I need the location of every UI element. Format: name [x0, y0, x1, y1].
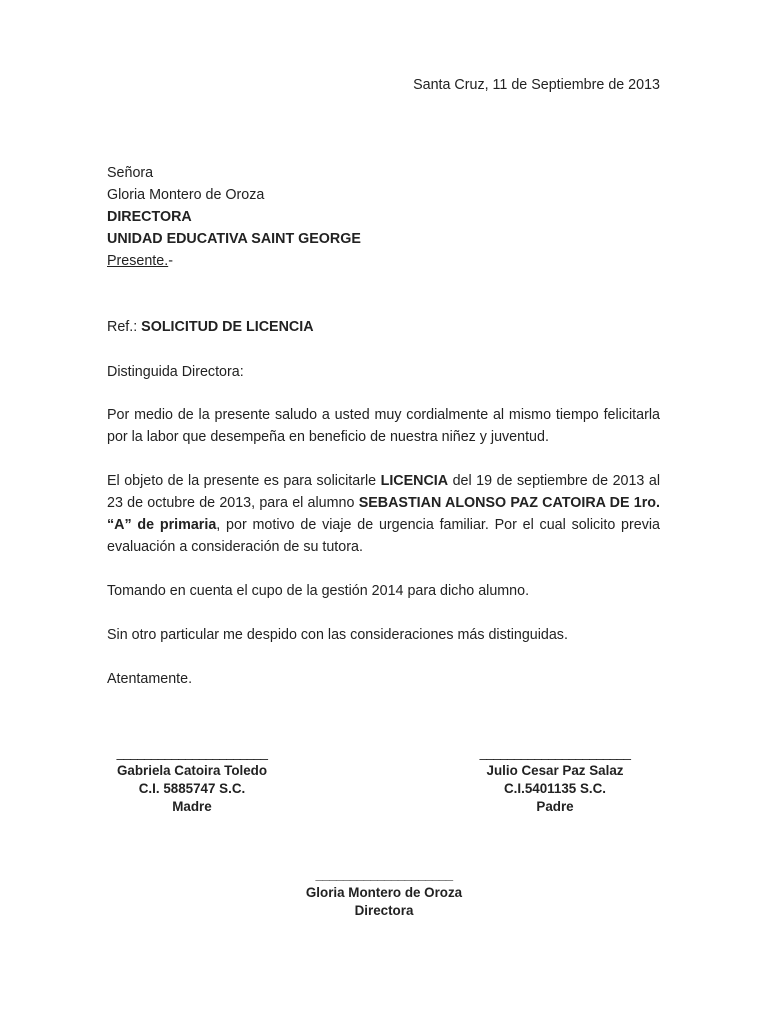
paragraph-4: Sin otro particular me despido con las consideraciones más distinguidas. — [107, 627, 568, 643]
reference-subject: SOLICITUD DE LICENCIA — [141, 319, 314, 335]
signature-mother-name: Gabriela Catoira Toledo — [116, 763, 268, 778]
signature-line-director: ____________________ — [315, 867, 453, 882]
recipient-name: Gloria Montero de Oroza — [107, 187, 265, 203]
signature-director-role: Directora — [354, 903, 414, 918]
paragraph-2-part-1: El objeto de la presente es para solicitarle — [107, 473, 381, 489]
signature-mother-role: Madre — [172, 799, 212, 814]
greeting: Distinguida Directora: — [107, 364, 244, 380]
recipient-block — [107, 162, 361, 272]
recipient-institution: UNIDAD EDUCATIVA SAINT GEORGE — [107, 231, 361, 247]
paragraph-3: Tomando en cuenta el cupo de la gestión 2014 para dicho alumno. — [107, 583, 530, 599]
signature-father — [465, 744, 645, 816]
signature-director — [284, 866, 484, 920]
closing: Atentamente. — [107, 671, 193, 687]
reference-line — [107, 316, 314, 338]
recipient-salutation: Señora — [107, 165, 154, 181]
signature-father-name: Julio Cesar Paz Salaz — [486, 763, 624, 778]
recipient-title: DIRECTORA — [107, 209, 192, 225]
presente-suffix: - — [168, 253, 173, 269]
signature-line-father: ______________________ — [479, 745, 631, 760]
paragraph-2 — [107, 470, 660, 558]
paragraph-2-student: SEBASTIAN ALONSO PAZ CATOIRA DE 1ro. “A” de primaria — [107, 495, 660, 533]
signature-director-name: Gloria Montero de Oroza — [305, 885, 463, 900]
signature-father-role: Padre — [536, 799, 574, 814]
signature-line-mother: ______________________ — [116, 745, 268, 760]
paragraph-2-licencia: LICENCIA — [380, 473, 449, 489]
reference-label: Ref.: — [107, 319, 142, 335]
signature-father-ci: C.I.5401135 S.C. — [504, 781, 606, 796]
signature-mother — [107, 744, 277, 816]
presente-text: Presente. — [107, 253, 169, 269]
signature-mother-ci: C.I. 5885747 S.C. — [138, 781, 246, 796]
paragraph-2-part-2: del 19 de septiembre de 2013 al 23 de octubre de 2013, para el alumno — [107, 473, 661, 511]
paragraph-2-part-3: , por motivo de viaje de urgencia familiar. Por el cual solicito previa evaluación a consideración de su tutora. — [107, 517, 660, 555]
date-line: Santa Cruz, 11 de Septiembre de 2013 — [413, 77, 660, 93]
recipient-presente — [107, 250, 361, 272]
paragraph-1: Por medio de la presente saludo a usted muy cordialmente al mismo tiempo felicitarla por la labor que desempeña en beneficio de nuestra niñez y juventud. — [107, 407, 660, 445]
